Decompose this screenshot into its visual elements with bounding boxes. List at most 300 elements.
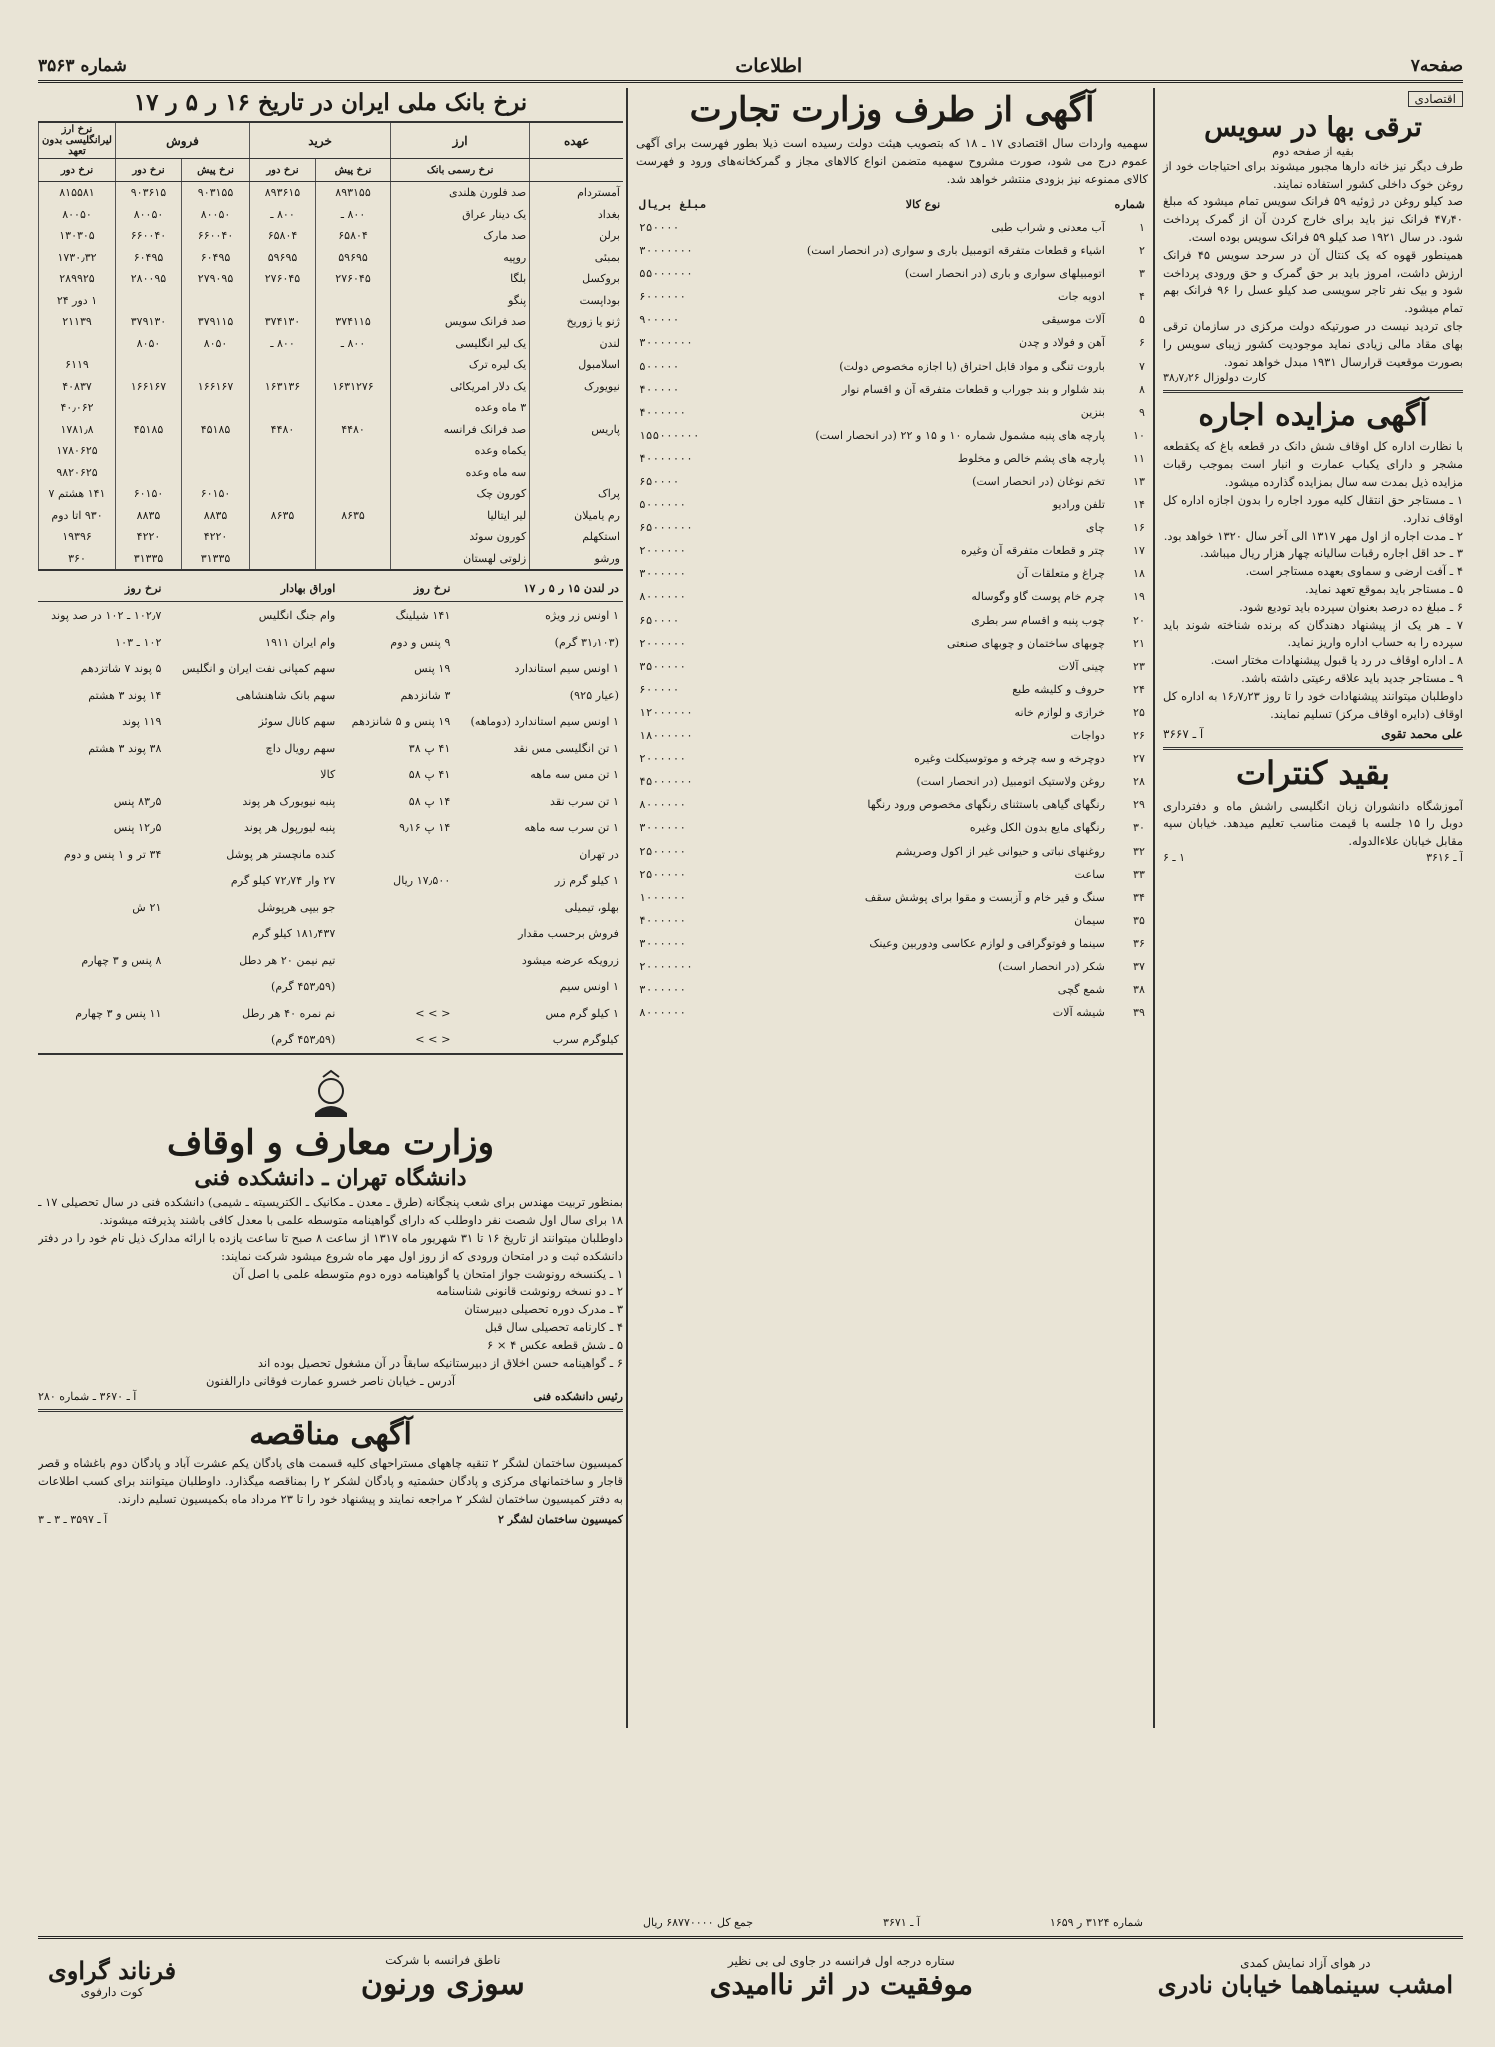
lease-item: ۲ ـ مدت اجاره از اول مهر ۱۳۱۷ الی آخر سال ۱۳۲۰ خواهد بود. xyxy=(1163,528,1463,543)
rate-buy-forward: ۱۶۳۱۳۶ xyxy=(250,375,316,397)
metals-securities-table xyxy=(38,575,623,1055)
item-goods: آلات موسیقی xyxy=(1041,313,1105,327)
metal-price xyxy=(339,920,454,947)
rate-free: ۱۷۸۰۶۲۵ xyxy=(39,440,116,462)
item-goods: شمع گچی xyxy=(1057,983,1105,997)
rate-free: ۹۸۲۰۶۲۵ xyxy=(39,461,116,483)
item-goods: ادویه جات xyxy=(1057,290,1105,304)
item-goods: دوچرخه و سه چرخه و موتوسیکلت وغیره xyxy=(914,752,1105,766)
cinema-ad-3 xyxy=(351,1953,535,2002)
import-quota-row xyxy=(636,747,1148,770)
item-amount: ۳۰۰۰۰۰۰ xyxy=(639,936,687,950)
rate-buy-spot: ۱۶۳۱۲۷۶ xyxy=(315,375,390,397)
security-price: ۱۱۹ پوند xyxy=(122,715,162,729)
middle-column xyxy=(626,88,1148,1728)
metal-price xyxy=(339,947,454,974)
rate-sell-forward: ۸۸۳۵ xyxy=(116,504,182,526)
item-amount: ۳۰۰۰۰۰۰ xyxy=(639,567,687,581)
metal-name: ۱ تن مس سه ماهه xyxy=(530,768,619,782)
rate-sell-forward: ۲۸۰۰۹۵ xyxy=(116,268,182,290)
item-number: ۵ xyxy=(1138,313,1145,327)
import-quota-row xyxy=(636,655,1148,678)
import-quota-row xyxy=(636,1001,1148,1024)
item-amount: ۶۰۰۰۰۰ xyxy=(639,682,680,696)
rate-city xyxy=(530,397,623,419)
lease-item: ۴ ـ آفت ارضی و سماوی بعهده مستاجر است. xyxy=(1245,564,1463,579)
rate-buy-forward xyxy=(250,526,316,548)
mid-footer-ref: آ ـ ۳۶۷۱ xyxy=(883,1916,920,1929)
cinema-ad-1 xyxy=(1148,1956,1463,1999)
lease-item: ۱ ـ مستاجر حق انتقال کلیه مورد اجاره را بدون اجازه اداره کل اوقاف ندارد. xyxy=(1163,492,1463,525)
rate-currency: صد فرانک فرانسه xyxy=(391,418,530,440)
import-quota-row xyxy=(636,424,1148,447)
item-goods: اتومبیلهای سواری و باری (در انحصار است) xyxy=(904,267,1105,281)
metal-name: زرویکه عرضه میشود xyxy=(521,953,619,967)
education-subtitle: دانشگاه تهران ـ دانشکده فنی xyxy=(194,1165,467,1192)
import-quota-row xyxy=(636,632,1148,655)
lion-and-sun-emblem-icon xyxy=(301,1069,361,1121)
item-goods: روغنهای نباتی و حیوانی غیر از اکول وصریشم xyxy=(895,844,1105,858)
col-header-free: نرخ ارز لیرانگلیسی بدون تعهد xyxy=(39,122,116,159)
rate-buy-spot: ۸۰۰ ـ xyxy=(315,332,390,354)
item-goods: باروت تنگی و مواد قابل احتراق (با اجازه مخصوص دولت) xyxy=(839,359,1105,373)
rate-row xyxy=(39,225,624,247)
item-number: ۱۷ xyxy=(1132,544,1145,558)
col-header-currency: ارز xyxy=(391,122,530,159)
cinema-ad-3-line: سوزی ورنون xyxy=(360,1966,525,2002)
competition-signature: کمیسیون ساختمان لشگر ۲ xyxy=(497,1512,623,1526)
col-header-goods: نوع کالا xyxy=(905,197,941,212)
item-goods: چراغ و متعلقات آن xyxy=(1016,567,1105,581)
item-number: ۳۲ xyxy=(1132,844,1145,858)
item-amount: ۳۰۰۰۰۰۰۰ xyxy=(639,336,693,350)
rate-sell-forward: ۳۷۹۱۳۰ xyxy=(116,311,182,333)
col-header-amount: مبلغ بریال xyxy=(639,197,707,211)
item-number: ۳۷ xyxy=(1132,959,1145,973)
metal-price: ۱۹ پنس و ۵ شانزدهم xyxy=(351,715,451,729)
import-quota-row xyxy=(636,793,1148,816)
security-name: جو بیپی هرپوشل xyxy=(257,900,336,914)
rate-currency: یکماه وعده xyxy=(391,440,530,462)
education-ministry-title: وزارت معارف و اوقاف xyxy=(166,1122,494,1163)
rate-sell-forward: ۶۰۴۹۵ xyxy=(116,246,182,268)
item-goods: تخم نوغان (در انحصار است) xyxy=(972,475,1105,488)
import-quota-row xyxy=(636,331,1148,354)
issue-number: شماره ۳۵۶۳ xyxy=(38,56,127,76)
import-quota-row xyxy=(636,978,1148,1001)
left-column xyxy=(38,88,623,1728)
ministry-ad-title: آگهی از طرف وزارت تجارت xyxy=(689,90,1095,130)
rate-free: ۱۷۸۱٫۸ xyxy=(39,418,116,440)
item-amount: ۲۵۰۰۰۰۰ xyxy=(639,844,687,858)
import-quota-row xyxy=(636,909,1148,932)
item-goods: چوب پنبه و اقسام سر بطری xyxy=(971,613,1105,627)
swiss-continued-note: بقیه از صفحه دوم xyxy=(1272,144,1354,158)
item-number: ۲۶ xyxy=(1132,729,1145,743)
import-quota-row xyxy=(636,724,1148,747)
rate-city: بغداد xyxy=(530,203,623,225)
item-amount: ۸۰۰۰۰۰۰ xyxy=(639,1006,687,1020)
metal-name: ۱ تن انگلیسی مس نقد xyxy=(513,741,619,755)
import-quota-row xyxy=(636,932,1148,955)
import-quota-row xyxy=(636,816,1148,839)
col-header-official: نرخ رسمی بانک xyxy=(391,159,530,182)
rate-sell-spot: ۳۷۹۱۱۵ xyxy=(182,311,250,333)
item-number: ۲۹ xyxy=(1132,798,1145,812)
metal-price: ۱۴ پ ۹٫۱۶ xyxy=(399,821,451,835)
item-amount: ۱۲۰۰۰۰۰۰ xyxy=(639,705,693,719)
metals-row xyxy=(38,1026,623,1054)
rate-city: بروکسل xyxy=(530,268,623,290)
rate-buy-spot: ۳۷۴۱۱۵ xyxy=(315,311,390,333)
metal-price xyxy=(339,894,454,921)
import-quota-row xyxy=(636,770,1148,793)
rate-city: اسلامبول xyxy=(530,354,623,376)
item-amount: ۴۰۰۰۰۰ xyxy=(639,382,680,396)
lease-item: ۵ ـ مستاجر باید بموقع تعهد نماید. xyxy=(1304,581,1463,596)
metal-price xyxy=(339,841,454,868)
rate-sell-spot: ۶۶۰۰۴۰ xyxy=(182,225,250,247)
security-price xyxy=(38,920,166,947)
rate-buy-forward xyxy=(250,440,316,462)
rate-buy-spot: ۴۴۸۰ xyxy=(315,418,390,440)
rate-row xyxy=(39,483,624,505)
item-amount: ۶۵۰۰۰۰ xyxy=(639,475,680,488)
item-number: ۱ xyxy=(1138,220,1145,234)
cinema-ad-2-line: موفقیت در اثر ناامیدی xyxy=(709,1967,973,2001)
security-name: وام جنگ انگلیس xyxy=(258,609,336,623)
metal-price: ۱۹ پنس xyxy=(414,662,451,676)
metal-name: ۱ اونس زر ویژه xyxy=(545,609,619,623)
mid-footer xyxy=(643,1916,1143,1929)
item-goods: بند شلوار و بند جوراب و قطعات متفرقه آن و اقسام نوار xyxy=(841,382,1105,396)
metal-name: ۱ کیلو گرم زر xyxy=(554,874,619,888)
rate-buy-forward xyxy=(250,461,316,483)
section-tag: اقتصادی xyxy=(1408,91,1464,107)
rate-sell-spot: ۸۸۳۵ xyxy=(182,504,250,526)
item-goods: خرازی و لوازم خانه xyxy=(1014,705,1105,719)
metal-price: ۱۴ پ ۵۸ xyxy=(408,794,451,808)
item-goods: پارچه های پنبه مشمول شماره ۱۰ و ۱۵ و ۲۲ (در انحصار است) xyxy=(815,428,1105,442)
rate-sell-spot: ۶۰۱۵۰ xyxy=(182,483,250,505)
item-amount: ۸۰۰۰۰۰۰ xyxy=(639,590,687,604)
rate-row xyxy=(39,332,624,354)
rate-free: ۸۰۰۵۰ xyxy=(39,203,116,225)
item-goods: شیشه آلات xyxy=(1052,1006,1105,1020)
item-amount: ۲۰۰۰۰۰۰ xyxy=(639,636,687,650)
import-quota-row xyxy=(636,839,1148,862)
cinema-ad-strip xyxy=(38,1936,1463,2015)
col-header-due: عهده xyxy=(530,122,623,159)
rate-sell-forward: ۶۶۰۰۴۰ xyxy=(116,225,182,247)
rate-sell-spot xyxy=(182,289,250,311)
item-number: ۳۳ xyxy=(1132,867,1145,881)
rate-buy-spot xyxy=(315,526,390,548)
rate-city xyxy=(530,461,623,483)
masthead xyxy=(38,52,1463,83)
import-quota-row xyxy=(636,285,1148,308)
rate-sell-spot: ۸۰۵۰ xyxy=(182,332,250,354)
item-goods: چای xyxy=(1085,521,1105,535)
import-quota-table xyxy=(636,193,1148,1024)
metals-row xyxy=(38,735,623,762)
metal-name: ۱ کیلو گرم مس xyxy=(545,1006,619,1020)
education-item: ۲ ـ دو نسخه رونوشت قانونی شناسنامه xyxy=(436,1284,623,1299)
rate-buy-forward: ۴۴۸۰ xyxy=(250,418,316,440)
col-header-forward: نرخ دور xyxy=(250,159,316,182)
item-goods: دواجات xyxy=(1070,729,1105,743)
col-header-buy: خرید xyxy=(250,122,391,159)
security-name: پنبه لیورپول هر پوند xyxy=(243,821,336,835)
rate-buy-spot: ۸۹۳۱۵۵ xyxy=(315,181,390,203)
rate-free: ۹۳۰ اتا دوم xyxy=(39,504,116,526)
rate-sell-spot xyxy=(182,354,250,376)
item-goods: روغن ولاستیک اتومبیل (در انحصار است) xyxy=(916,775,1105,789)
rate-sell-forward xyxy=(116,440,182,462)
rate-buy-spot xyxy=(315,354,390,376)
rate-free: ۴۰٫۰۶۲ xyxy=(39,397,116,419)
bank-rates-table xyxy=(38,121,623,571)
rate-currency: صد فرانک سویس xyxy=(391,311,530,333)
item-amount: ۱۸۰۰۰۰۰۰ xyxy=(639,729,693,743)
rate-sell-forward: ۸۰۰۵۰ xyxy=(116,203,182,225)
education-item: ۴ ـ کارنامه تحصیلی سال قبل xyxy=(484,1320,623,1335)
rate-free: ۸۱۵۵۸۱ xyxy=(39,181,116,203)
lease-ref: آ ـ ۳۶۶۷ xyxy=(1163,727,1204,742)
metals-header: در لندن ۱۵ ر ۵ ر ۱۷ xyxy=(523,581,619,596)
import-quota-row xyxy=(636,955,1148,978)
item-amount: ۴۰۰۰۰۰۰۰ xyxy=(639,451,693,465)
rate-row xyxy=(39,375,624,397)
item-number: ۲۴ xyxy=(1132,682,1145,696)
rate-currency: یک دلار امریکائی xyxy=(391,375,530,397)
education-item: ۶ ـ گواهینامه حسن اخلاق از دبیرستانیکه سابقاً در آن مشغول تحصیل بوده اند xyxy=(257,1355,623,1370)
rate-buy-spot: ۲۷۶۰۴۵ xyxy=(315,268,390,290)
item-amount: ۳۰۰۰۰۰۰ xyxy=(639,983,687,997)
rate-city: برلن xyxy=(530,225,623,247)
rate-currency: یک لیره ترک xyxy=(391,354,530,376)
item-number: ۱۱ xyxy=(1132,451,1145,465)
rate-sell-spot xyxy=(182,461,250,483)
rate-buy-spot xyxy=(315,483,390,505)
security-name: سهم بانک شاهنشاهی xyxy=(235,688,336,702)
swiss-article-title: ترقی بها در سویس xyxy=(1204,112,1422,143)
rate-city: لندن xyxy=(530,332,623,354)
cinema-ad-1-small: در هوای آزاد نمایش کمدی xyxy=(1240,1955,1371,1970)
import-quota-row xyxy=(636,609,1148,632)
lease-intro: با نظارت اداره کل اوقاف شش دانک در قطعه باغ که یکقطعه مشجر و دارای یکباب عمارت و انبار است بموجب رقبات مزایده ذیل بمدت سه سال بمزایده گذارده میشود. xyxy=(1163,439,1463,490)
item-amount: ۲۵۰۰۰۰ xyxy=(639,220,680,234)
col-header-number: شماره xyxy=(1114,197,1145,212)
mid-footer-total: جمع کل ۶۸۷۷۰۰۰۰ ریال xyxy=(643,1916,754,1929)
import-quota-row xyxy=(636,886,1148,909)
rate-currency: یک لیر انگلیسی xyxy=(391,332,530,354)
item-amount: ۴۵۰۰۰۰۰۰ xyxy=(639,775,693,789)
metals-row xyxy=(38,973,623,1000)
securities-day-header: نرخ روز xyxy=(124,581,162,596)
rate-buy-forward xyxy=(250,354,316,376)
rate-row xyxy=(39,311,624,333)
rate-buy-forward xyxy=(250,483,316,505)
rate-sell-spot: ۴۲۲۰ xyxy=(182,526,250,548)
rate-buy-spot xyxy=(315,397,390,419)
rate-sell-spot: ۲۷۹۰۹۵ xyxy=(182,268,250,290)
rate-currency: پنگو xyxy=(391,289,530,311)
metal-price: ۴۱ پ ۵۸ xyxy=(408,768,451,782)
cinema-ad-4-small: کوت دارفوی xyxy=(80,1984,144,1999)
metals-row xyxy=(38,629,623,656)
rate-currency: کورون چک xyxy=(391,483,530,505)
swiss-para-1: طرف دیگر نیز خانه دارها مجبور میشوند برای احتیاجات خود از روغن خوک داخلی کشور استفاده نمایند. xyxy=(1163,158,1463,191)
rate-free: ۱۷۳۰٫۳۲ xyxy=(39,246,116,268)
rate-sell-forward: ۶۰۱۵۰ xyxy=(116,483,182,505)
item-goods: رنگهای مایع بدون الکل وغیره xyxy=(969,821,1105,835)
item-amount: ۴۰۰۰۰۰۰ xyxy=(639,405,687,419)
security-price: ۱۰۲٫۷ ـ ۱۰۲ در صد پوند xyxy=(51,609,162,623)
metals-row xyxy=(38,947,623,974)
security-price: ۳۸ پوند ۳ هشتم xyxy=(88,741,162,755)
rate-city: پراک xyxy=(530,483,623,505)
import-quota-row xyxy=(636,239,1148,262)
contract-text: آموزشگاه دانشوران زبان انگلیسی راشش ماه و دفترداری دوبل را ۱۵ جلسه با قیمت مناسب تعلیم میدهد. خیابان سپه مقابل خیابان علاء‌الدوله. xyxy=(1163,798,1463,849)
rate-sell-spot: ۳۱۳۳۵ xyxy=(182,547,250,570)
rate-sell-forward xyxy=(116,289,182,311)
import-quota-row xyxy=(636,562,1148,585)
item-number: ۴ xyxy=(1138,290,1145,304)
rate-row xyxy=(39,461,624,483)
rate-buy-spot: ۸۰۰ ـ xyxy=(315,203,390,225)
rate-buy-spot xyxy=(315,461,390,483)
item-goods: بنزین xyxy=(1080,405,1105,419)
metal-name: در تهران xyxy=(579,847,619,861)
rate-row xyxy=(39,397,624,419)
rate-city: ورشو xyxy=(530,547,623,570)
lease-item: ۳ ـ حد اقل اجاره رقبات سالیانه چهار هزار ریال میباشد. xyxy=(1199,546,1463,561)
rate-buy-spot xyxy=(315,547,390,570)
item-amount: ۴۰۰۰۰۰۰ xyxy=(639,913,687,927)
education-intro: بمنظور تربیت مهندس برای شعب پنجگانه (طرق ـ معدن ـ مکانیک ـ الکتریسیته ـ شیمی) دانشکده فنی در سال تحصیلی ۱۷ ـ ۱۸ برای سال اول شصت نفر داوطلب که دارای گواهینامه متوسطه علمی با معدل کافی باشند پذیرفته میشوند. xyxy=(38,1195,623,1228)
rate-buy-forward: ۸۰۰ ـ xyxy=(250,203,316,225)
metals-day-header: نرخ روز xyxy=(413,581,451,596)
rate-city: نیویورک xyxy=(530,375,623,397)
metals-row xyxy=(38,682,623,709)
rate-sell-spot xyxy=(182,440,250,462)
rate-free: ۱۳۰۳۰۵ xyxy=(39,225,116,247)
item-amount: ۸۰۰۰۰۰۰ xyxy=(639,798,687,812)
rate-buy-forward xyxy=(250,547,316,570)
rate-sell-forward: ۴۲۲۰ xyxy=(116,526,182,548)
rate-buy-forward: ۶۵۸۰۴ xyxy=(250,225,316,247)
rate-sell-spot: ۸۰۰۵۰ xyxy=(182,203,250,225)
security-price xyxy=(38,973,166,1000)
item-number: ۳۶ xyxy=(1132,936,1145,950)
metals-row xyxy=(38,602,623,629)
item-number: ۳ xyxy=(1138,267,1145,281)
security-name: ۱۸۱٫۴۳۷ کیلو گرم xyxy=(251,927,336,941)
education-item: ۱ ـ یکنسخه رونوشت جواز امتحان یا گواهینامه دوره دوم متوسطه علمی با اصل آن xyxy=(232,1266,623,1281)
education-ref: آ ـ ۳۶۷۰ ـ شماره ۲۸۰ xyxy=(38,1390,137,1404)
item-goods: سنگ و قیر خام و آزبست و مقوا برای پوشش سقف xyxy=(864,890,1105,904)
rate-buy-forward: ۸۰۰ ـ xyxy=(250,332,316,354)
item-amount: ۱۵۵۰۰۰۰۰۰ xyxy=(639,428,700,442)
right-column xyxy=(1153,88,1463,1728)
item-number: ۲ xyxy=(1138,244,1145,258)
rate-sell-forward: ۸۰۵۰ xyxy=(116,332,182,354)
item-goods: شکر (در انحصار است) xyxy=(998,959,1105,973)
item-number: ۲۱ xyxy=(1132,636,1145,650)
metals-row xyxy=(38,814,623,841)
securities-header: اوراق بهادار xyxy=(280,581,336,596)
cinema-ad-1-line: امشب سینماهما خیابان نادری xyxy=(1157,1969,1453,1999)
item-goods: چرم خام پوست گاو وگوساله xyxy=(971,590,1105,604)
security-price: ۱۴ پوند ۳ هشتم xyxy=(88,688,162,702)
item-number: ۸ xyxy=(1138,382,1145,396)
import-quota-row xyxy=(636,262,1148,285)
security-name: ۲۷ وار ۷۲٫۷۴ کیلو گرم xyxy=(230,874,336,888)
rate-buy-spot xyxy=(315,440,390,462)
rate-city: پاریس xyxy=(530,418,623,440)
metal-name: ۱ اونس سیم xyxy=(559,980,619,994)
item-amount: ۶۰۰۰۰۰۰ xyxy=(639,290,687,304)
item-goods: آهن و فولاد و چدن xyxy=(1018,336,1105,350)
security-name: سهم کانال سوئز xyxy=(258,715,336,729)
bank-rates-title: نرخ بانک ملی ایران در تاریخ ۱۶ ر ۵ ر ۱۷ xyxy=(133,89,528,116)
item-number: ۳۰ xyxy=(1132,821,1145,835)
rate-row xyxy=(39,268,624,290)
rate-free: ۱۹۳۹۶ xyxy=(39,526,116,548)
security-name: کالا xyxy=(320,768,336,782)
security-name: تیم نیمن ۲۰ هر دطل xyxy=(239,953,336,967)
security-price: ۱۱ پنس و ۳ چهارم xyxy=(75,1006,162,1020)
security-name: (۴۵۳٫۵۹ گرم) xyxy=(270,1033,336,1047)
cinema-ad-2 xyxy=(700,1954,983,2001)
import-quota-row xyxy=(636,308,1148,331)
import-quota-row xyxy=(636,678,1148,701)
rate-city: آمستردام xyxy=(530,181,623,203)
rate-sell-forward xyxy=(116,397,182,419)
metal-name: ۱ اونس سیم استاندارد (دوماهه) xyxy=(470,715,619,729)
rate-row xyxy=(39,504,624,526)
import-quota-row xyxy=(636,585,1148,608)
item-goods: اشیاء و قطعات متفرقه اتومبیل باری و سواری (در انحصار است) xyxy=(806,244,1105,258)
metal-price: ۹ پنس و دوم xyxy=(390,635,451,649)
security-name: کنده مانچستر هر پوشل xyxy=(226,847,336,861)
rate-currency: صد مارک xyxy=(391,225,530,247)
item-number: ۳۴ xyxy=(1132,890,1145,904)
metals-row xyxy=(38,841,623,868)
cinema-ad-2-small: ستاره درجه اول فرانسه در جاوی لی بی نظیر xyxy=(727,1953,955,1968)
metal-name: کیلوگرم سرب xyxy=(552,1033,619,1047)
col-header-forward: نرخ دور xyxy=(39,159,116,182)
rate-row xyxy=(39,547,624,570)
rate-free: ۴۰۸۳۷ xyxy=(39,375,116,397)
page-number: صفحه۷ xyxy=(1410,56,1463,76)
rate-currency: صد فلورن هلندی xyxy=(391,181,530,203)
swiss-para-3: همینطور قهوه که یک کنتال آن در سرحد سویس ۴۵ فرانک ارزش داشت، امروز باید بر حق گمرک و حق ورودی پرداخت شود و بیک نفر تاجر سویسی صد کیلو عسل را ۹۶ فرانک بهم تمام میشود. xyxy=(1163,247,1463,316)
rate-sell-forward xyxy=(116,461,182,483)
rate-currency: کورون سوئد xyxy=(391,526,530,548)
rate-sell-forward: ۳۱۳۳۵ xyxy=(116,547,182,570)
item-amount: ۵۵۰۰۰۰۰۰ xyxy=(639,267,693,281)
newspaper-name: اطلاعات xyxy=(735,55,803,77)
rate-buy-forward xyxy=(250,289,316,311)
metal-name: ۱ تن سرب نقد xyxy=(549,794,619,808)
item-amount: ۲۰۰۰۰۰۰ xyxy=(639,544,687,558)
rate-buy-forward: ۸۹۳۶۱۵ xyxy=(250,181,316,203)
cinema-ad-3-small: ناطق فرانسه با شرکت xyxy=(385,1952,501,1967)
item-goods: حروف و کلیشه طبع xyxy=(1012,682,1105,696)
rate-city: بوداپست xyxy=(530,289,623,311)
